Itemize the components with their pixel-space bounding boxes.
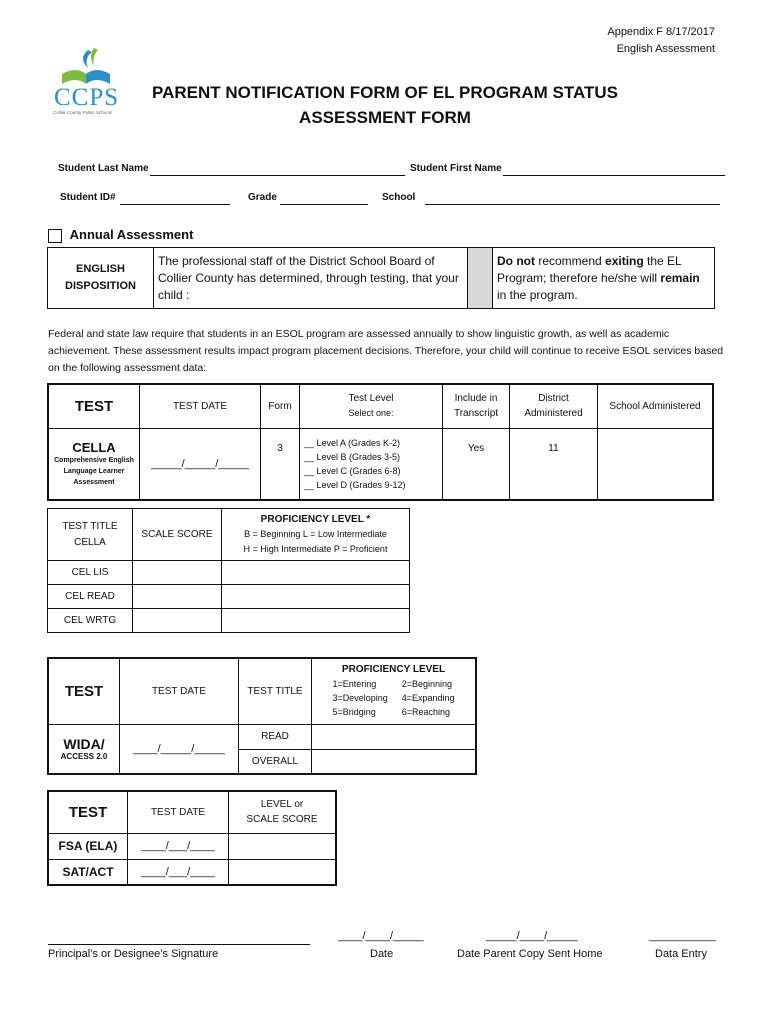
cella-desc: Comprehensive English Language Learner Assessment [54,456,134,486]
cella-name: CELLA [72,439,116,455]
cella-school-cell[interactable] [598,428,714,500]
grade-label: Grade [248,192,277,203]
cella-levels[interactable] [300,428,443,500]
cella-test-header: TEST [48,384,140,428]
wida-level-5: 5=Bridging [332,707,376,718]
sat-act: SAT/ACT [48,859,128,885]
cel-title-2: CELLA [74,536,106,548]
wida-prof-header [312,658,477,724]
first-name-label: Student First Name [410,163,502,174]
cella-transcript-header: Include in Transcript [443,384,510,428]
cel-lis: CEL LIS [48,561,133,585]
wida-test-header: TEST [48,658,120,724]
cella-transcript: Yes [443,428,510,500]
prof-legend-1: B = Beginning L = Low Intermediate [244,529,387,539]
fsa-ela: FSA (ELA) [48,833,128,859]
wida-level-6: 6=Reaching [401,707,451,718]
annual-assessment [48,227,193,243]
appendix-label: Appendix F 8/17/2017 [607,26,715,38]
fsa-date-header: TEST DATE [128,791,229,833]
cella-school-header: School Administered [598,384,714,428]
scale-score-header: SCALE SCORE [133,509,222,561]
assessment-label: English Assessment [616,43,715,55]
proficiency-header [222,509,410,561]
wida-date-header: TEST DATE [120,658,239,724]
cel-wrtg-level[interactable] [222,609,410,633]
level-b[interactable]: __ Level B (Grades 3-5) [304,451,401,462]
decision-part-2: recommend [535,253,606,268]
fsa-ela-score[interactable] [229,833,337,859]
sat-act-blank [229,859,337,885]
parent-date-label: Date Parent Copy Sent Home [457,948,603,960]
wida-level-3: 3=Developing [332,693,388,704]
cella-name-cell [48,428,140,500]
school-field[interactable] [425,193,720,205]
fsa-level-2: SCALE SCORE [246,814,318,826]
fsa-level-1: LEVEL or [260,799,304,811]
disposition-line-1: ENGLISH [76,263,125,275]
prof-title: PROFICIENCY LEVEL * [260,514,371,525]
level-header-text: Test Level [348,393,394,405]
cel-read-level[interactable] [222,585,410,609]
staff-text: The professional staff of the District School Board of Collier County has determined, through testing, that your child : [154,248,468,309]
wida-level-1: 1=Entering [332,679,377,690]
cel-score-table [47,508,410,633]
cel-wrtg: CEL WRTG [48,609,133,633]
annual-assessment-checkbox[interactable] [48,229,62,243]
last-name-label: Student Last Name [58,163,149,174]
wida-overall-level[interactable] [312,749,477,774]
student-id-field[interactable] [120,193,230,205]
wida-table [47,657,477,775]
principal-label: Principal’s or Designee’s Signature [48,948,219,960]
decision-checkbox-cell[interactable] [468,248,493,309]
cel-lis-score[interactable] [133,561,222,585]
wida-level-2: 2=Beginning [401,679,453,690]
cel-read-score[interactable] [133,585,222,609]
law-paragraph: Federal and state law require that students in an ESOL program are assessed annually to show linguistic growth, as well as academic achievement. These assessment results impact program placement decisions. Therefore, your child will continue to receive ESOL services based on the following assessment data: [48,328,724,374]
cella-form-header: Form [261,384,300,428]
school-label: School [382,192,416,203]
parent-date-line[interactable]: _____/____/_____ [486,930,578,942]
decision-text [493,248,715,309]
data-entry-label: Data Entry [655,948,707,960]
cel-lis-level[interactable] [222,561,410,585]
grade-field[interactable] [280,193,368,205]
level-a[interactable]: __ Level A (Grades K-2) [304,437,401,448]
title-line-1: PARENT NOTIFICATION FORM OF EL PROGRAM STATUS [152,83,618,102]
fsa-table [47,790,337,886]
cella-date-header: TEST DATE [140,384,261,428]
wida-sub: ACCESS 2.0 [60,752,108,762]
prof-legend-2: H = High Intermediate P = Proficient [243,544,388,554]
date-label: Date [370,948,394,960]
cella-district: 11 [510,428,598,500]
decision-part-6: in the program. [497,287,578,302]
sat-act-date[interactable]: ____/___/____ [128,859,229,885]
wida-title-header: TEST TITLE [239,658,312,724]
logo-text: CCPS [54,84,120,111]
decision-bold-3: exiting [605,253,644,268]
decision-part-4: the EL Program; therefore he/she will [497,253,682,285]
fsa-ela-date[interactable]: ____/___/____ [128,833,229,859]
wida-level-4: 4=Expanding [401,693,455,704]
decision-bold-1: Do not [497,253,535,268]
principal-signature-line[interactable] [48,944,310,945]
student-id-label: Student ID# [60,192,116,203]
date-line[interactable]: ____/____/_____ [338,930,424,942]
page-title [0,80,770,130]
fsa-level-header [229,791,337,833]
title-line-2: ASSESSMENT FORM [299,108,471,127]
level-c[interactable]: __ Level C (Grades 6-8) [304,465,401,476]
disposition-line-2: DISPOSITION [65,280,136,292]
level-d[interactable]: __ Level D (Grades 9-12) [304,479,406,490]
header-info [607,24,715,58]
wida-name: WIDA/ [63,736,105,753]
logo-tagline: Collier County Public Schools [53,110,113,115]
wida-prof-title: PROFICIENCY LEVEL [341,664,446,676]
cella-date[interactable]: _____/_____/_____ [140,428,261,500]
cel-read: CEL READ [48,585,133,609]
fsa-test-header: TEST [48,791,128,833]
wida-read-level[interactable] [312,724,477,749]
disposition-table [47,247,715,309]
annual-assessment-label: Annual Assessment [69,227,194,242]
cella-level-header [300,384,443,428]
data-entry-line[interactable]: ___________ [649,930,717,942]
cella-table [47,383,714,501]
cella-district-header: District Administered [510,384,598,428]
cel-title-header [48,509,133,561]
decision-bold-5: remain [660,270,700,285]
wida-name-cell [48,724,120,774]
disposition-cell [48,248,154,309]
last-name-field[interactable] [150,164,405,176]
wida-date[interactable]: ____/_____/_____ [120,724,239,774]
cella-form: 3 [261,428,300,500]
select-one-text: Select one: [348,408,394,419]
cel-title-1: TEST TITLE [62,520,118,532]
first-name-field[interactable] [503,164,725,176]
wida-read: READ [239,724,312,749]
wida-overall: OVERALL [239,749,312,774]
cel-wrtg-score[interactable] [133,609,222,633]
